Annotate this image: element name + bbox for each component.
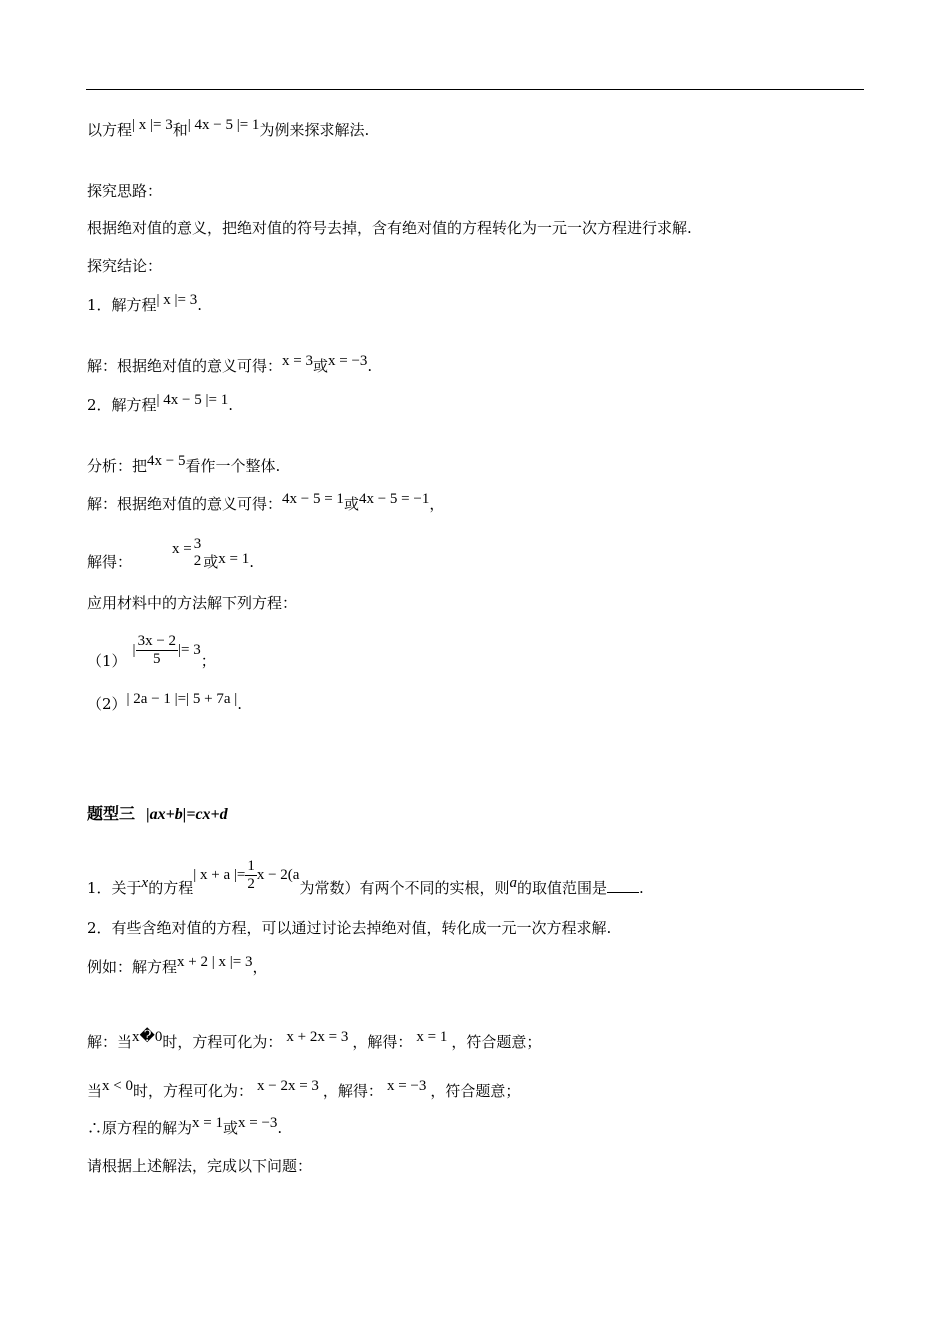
period: . [638, 879, 644, 897]
example-equation: x + 2 | x |= 3 [177, 954, 253, 970]
period: . [228, 396, 234, 414]
equation-abs-4x-5: | 4x − 5 |= 1 [187, 117, 260, 133]
period: . [367, 357, 373, 375]
problem-1-label: 1．关于 [87, 879, 142, 897]
period: . [277, 1119, 283, 1137]
section-heading [87, 804, 228, 825]
solution-2b [87, 526, 254, 585]
comma: ， [252, 958, 268, 976]
result-line [87, 1115, 283, 1139]
case-1-label: 解：当 [87, 1033, 133, 1051]
equation-abs-x: | x |= 3 [132, 117, 173, 133]
case-1 [87, 1029, 542, 1053]
problem-1-condition: 为常数）有两个不同的实根，则 [299, 879, 510, 897]
case-2-text: 时，方程可化为： [132, 1082, 253, 1100]
solution-2b-label: 解得： [87, 553, 133, 571]
question-1-label: （1） [87, 652, 127, 670]
example-label: 例如：解方程 [87, 958, 178, 976]
fraction-three-halves [192, 536, 204, 570]
section-formula: |ax+b|=cx+d [146, 806, 228, 823]
case-2-solved-text: ，解得： [322, 1082, 383, 1100]
fraction-denominator: 2 [247, 875, 255, 892]
result-eq1: x = 1 [192, 1115, 223, 1131]
problem-1-rhs: x − 2(a [256, 867, 300, 883]
question-2-equation: | 2a − 1 |=| 5 + 7a | [126, 691, 238, 707]
result-eq2: x = −3 [238, 1115, 278, 1131]
solution-2b-lhs: x = [172, 541, 192, 557]
case-1-text: 时，方程可化为： [162, 1033, 283, 1051]
intro-text: 以方程 [87, 121, 133, 139]
period: . [197, 296, 203, 314]
question-2-label: （2） [87, 695, 127, 713]
conclusion-title: 探究结论： [87, 257, 163, 275]
solution-1-eq2: x = −3 [328, 353, 368, 369]
problem-1-text: 的方程 [148, 879, 194, 897]
connector-text: 或 [343, 495, 359, 513]
answer-blank[interactable] [607, 880, 639, 893]
result-label: ∴原方程的解为 [87, 1119, 193, 1137]
header-rule [86, 89, 864, 90]
closing-instruction: 请根据上述解法，完成以下问题： [87, 1157, 313, 1175]
connector-text: 或 [312, 357, 328, 375]
case-1-condition: x�0 [132, 1029, 163, 1045]
example-line [87, 954, 268, 978]
fraction-numerator: 3x − 2 [137, 632, 177, 649]
connector-text: 或 [203, 553, 219, 571]
think-body: 根据绝对值的意义，把绝对值的符号去掉，含有绝对值的方程转化为一元一次方程进行求解. [87, 219, 692, 237]
fraction-numerator: 3 [193, 536, 202, 552]
question-2 [87, 691, 243, 715]
period: . [249, 553, 254, 571]
analysis-label: 分析：把 [87, 457, 148, 475]
analysis-tail: 看作一个整体. [185, 457, 281, 475]
case-1-equation: x + 2x = 3 [286, 1029, 349, 1045]
case-1-solved-text: ，解得： [352, 1033, 413, 1051]
case-2-label: 当 [87, 1082, 103, 1100]
example-1-label: 1．解方程 [87, 296, 157, 314]
variable-x: x [141, 875, 149, 891]
solution-1-label: 解：根据绝对值的意义可得： [87, 357, 283, 375]
abs-bar-left: | [132, 642, 136, 658]
fraction-denominator: 5 [153, 650, 161, 667]
fraction-denominator: 2 [193, 553, 202, 569]
analysis-line [87, 453, 281, 477]
example-2-equation: | 4x − 5 |= 1 [156, 392, 229, 408]
fraction-numerator: 1 [247, 857, 255, 874]
problem-1 [87, 852, 644, 910]
case-2-solution: x = −3 [386, 1078, 427, 1094]
case-1-tail: ，符合题意； [451, 1033, 542, 1051]
semicolon: ； [200, 652, 216, 670]
case-2 [87, 1078, 521, 1102]
fraction-one-half [245, 858, 257, 893]
question-1-rhs: |= 3 [178, 642, 201, 658]
think-title: 探究思路： [87, 182, 163, 200]
connector-text: 和 [172, 121, 188, 139]
case-2-condition: x < 0 [102, 1078, 133, 1094]
problem-2: 2．有些含绝对值的方程，可以通过讨论去掉绝对值，转化成一元一次方程求解. [87, 919, 612, 937]
example-2 [87, 392, 234, 416]
solution-1-eq1: x = 3 [282, 353, 313, 369]
problem-1-question: 的取值范围是 [516, 879, 607, 897]
case-2-tail: ，符合题意； [430, 1082, 521, 1100]
solution-2-eq2: 4x − 5 = −1 [358, 491, 430, 507]
case-2-equation: x − 2x = 3 [257, 1078, 319, 1094]
analysis-expression: 4x − 5 [147, 453, 186, 469]
section-title: 题型三 [87, 804, 136, 823]
variable-a: a [509, 875, 517, 891]
intro-tail: 为例来探求解法. [259, 121, 370, 139]
intro-line [87, 117, 370, 141]
period: . [237, 695, 243, 713]
question-1 [87, 627, 216, 683]
fraction-3x-2-over-5 [136, 633, 178, 668]
example-1-equation: | x |= 3 [156, 292, 198, 308]
connector-text: 或 [222, 1119, 238, 1137]
comma: ， [429, 495, 445, 513]
solution-2-label: 解：根据绝对值的意义可得： [87, 495, 283, 513]
case-1-solution: x = 1 [416, 1029, 448, 1045]
solution-2 [87, 491, 445, 515]
example-1 [87, 292, 203, 316]
solution-2b-eq2: x = 1 [218, 551, 250, 567]
solution-1 [87, 353, 373, 377]
apply-instruction: 应用材料中的方法解下列方程： [87, 594, 298, 612]
example-2-label: 2．解方程 [87, 396, 157, 414]
solution-2-eq1: 4x − 5 = 1 [282, 491, 344, 507]
problem-1-lhs: | x + a |= [193, 867, 246, 883]
